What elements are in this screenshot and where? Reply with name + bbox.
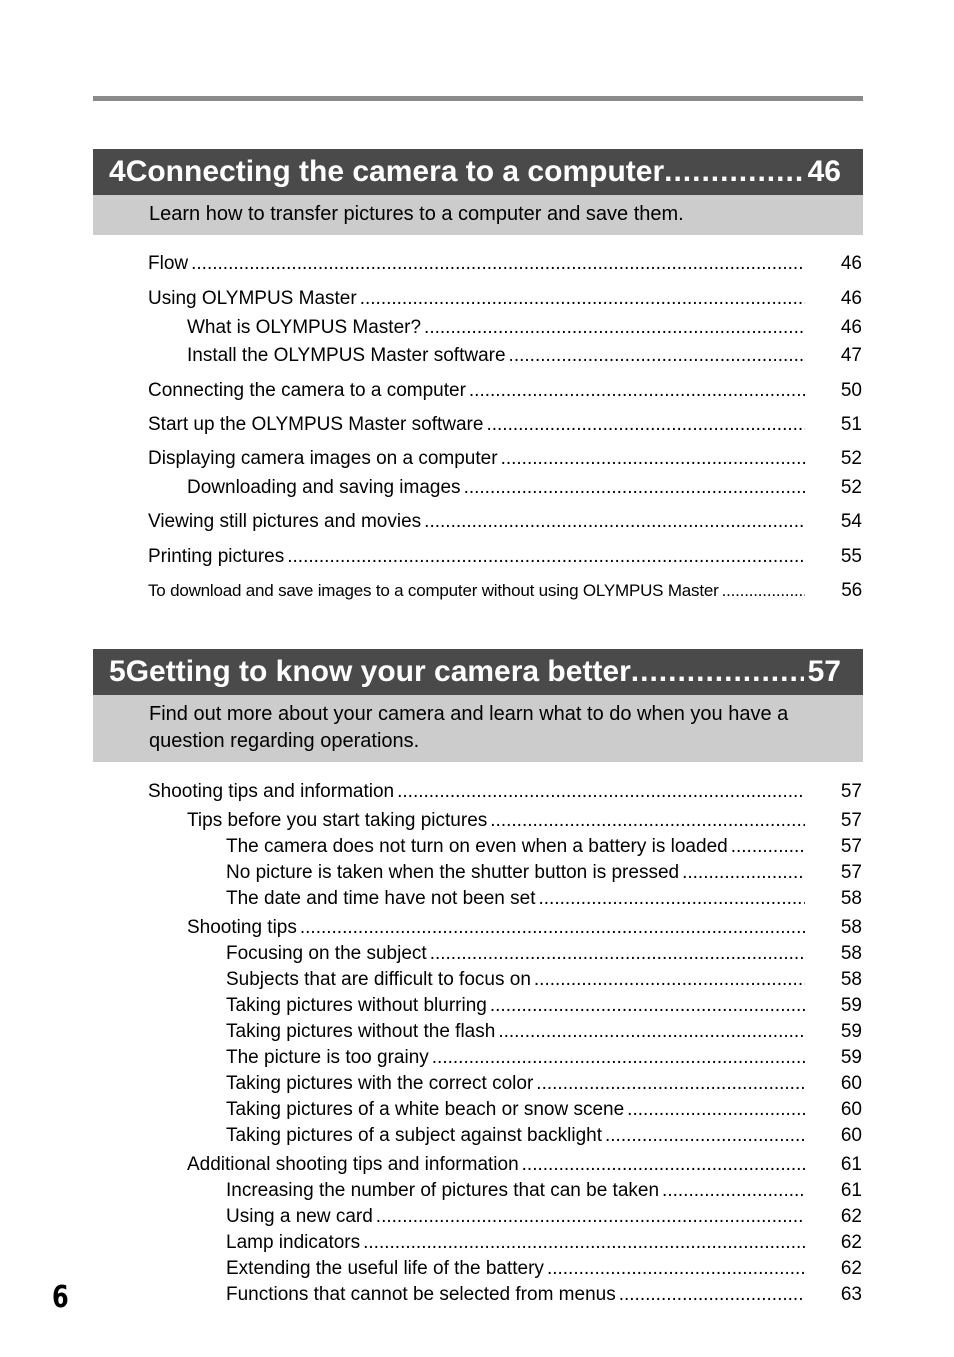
toc-entry-page: 57 bbox=[840, 836, 862, 857]
toc-entry[interactable] bbox=[0, 1178, 954, 1204]
toc-entry-title: Extending the useful life of the battery bbox=[226, 1258, 544, 1279]
leader-dots bbox=[287, 546, 805, 568]
leader-dots bbox=[522, 1154, 805, 1176]
section-page: 57 bbox=[807, 655, 841, 688]
toc-entry-page: 52 bbox=[840, 477, 862, 498]
top-rule bbox=[93, 96, 863, 101]
toc-entry[interactable] bbox=[0, 886, 954, 912]
leader-dots bbox=[536, 1073, 805, 1095]
toc-entry-page: 58 bbox=[840, 888, 862, 909]
toc-entry-title: Displaying camera images on a computer bbox=[148, 448, 498, 469]
section-title: Connecting the camera to a computer bbox=[125, 155, 665, 188]
leader-dots bbox=[662, 1180, 805, 1202]
leader-dots bbox=[424, 317, 805, 339]
leader-dots bbox=[509, 345, 805, 367]
leader-dots bbox=[432, 1047, 805, 1069]
leader-dots bbox=[547, 1258, 805, 1280]
toc-entry-title: Downloading and saving images bbox=[187, 477, 461, 498]
leader-dots bbox=[360, 288, 805, 310]
leader-dots bbox=[619, 1284, 805, 1306]
toc-entry-page: 57 bbox=[840, 862, 862, 883]
toc-entry-title: Start up the OLYMPUS Master software bbox=[148, 414, 484, 435]
toc-entry-title: Taking pictures with the correct color bbox=[226, 1073, 534, 1094]
toc-entry-title: Tips before you start taking pictures bbox=[187, 810, 488, 831]
toc-entry-title: Taking pictures without blurring bbox=[226, 995, 487, 1016]
toc-entry-title: Subjects that are difficult to focus on bbox=[226, 969, 531, 990]
leader-dots bbox=[469, 380, 805, 402]
toc-entry-title: Shooting tips and information bbox=[148, 781, 395, 802]
toc-entry-title: The date and time have not been set bbox=[226, 888, 536, 909]
leader-dots bbox=[191, 253, 805, 275]
leader-dots bbox=[397, 781, 805, 803]
toc-entry-page: 61 bbox=[840, 1180, 862, 1201]
leader-dots bbox=[664, 155, 804, 189]
toc-entry[interactable] bbox=[0, 1097, 954, 1123]
toc-entry[interactable] bbox=[0, 834, 954, 860]
toc-entry-page: 51 bbox=[840, 414, 862, 435]
toc-entry-title: Taking pictures without the flash bbox=[226, 1021, 496, 1042]
toc-entry[interactable] bbox=[0, 315, 954, 341]
toc-entry-page: 61 bbox=[840, 1154, 862, 1175]
leader-dots bbox=[501, 448, 805, 470]
toc-entry-title: Install the OLYMPUS Master software bbox=[187, 345, 506, 366]
toc-entry-page: 58 bbox=[840, 943, 862, 964]
toc-entry-title: The picture is too grainy bbox=[226, 1047, 429, 1068]
leader-dots bbox=[490, 810, 805, 832]
toc-entry-title: Functions that cannot be selected from menus bbox=[226, 1284, 616, 1305]
toc-entry[interactable] bbox=[0, 1071, 954, 1097]
section-title: Getting to know your camera better bbox=[125, 655, 631, 688]
section-number: 5 bbox=[109, 655, 126, 688]
toc-entry[interactable] bbox=[0, 993, 954, 1019]
toc-entry-title: Taking pictures of a subject against backlight bbox=[226, 1125, 602, 1146]
section-title-bar bbox=[93, 649, 863, 695]
leader-dots bbox=[731, 836, 805, 858]
toc-entry[interactable] bbox=[0, 1152, 954, 1178]
toc-entry-title: Taking pictures of a white beach or snow scene bbox=[226, 1099, 625, 1120]
toc-entry[interactable] bbox=[0, 475, 954, 501]
toc-entry[interactable] bbox=[0, 286, 954, 312]
toc-entry-page: 50 bbox=[840, 380, 862, 401]
toc-entry-title: What is OLYMPUS Master? bbox=[187, 317, 422, 338]
toc-entry-page: 52 bbox=[840, 448, 862, 469]
toc-entry[interactable] bbox=[0, 1019, 954, 1045]
toc-entry-page: 60 bbox=[840, 1099, 862, 1120]
toc-entry-title: Using OLYMPUS Master bbox=[148, 288, 357, 309]
leader-dots bbox=[534, 969, 805, 991]
toc-entry-page: 47 bbox=[840, 345, 862, 366]
toc-entry-page: 58 bbox=[840, 917, 862, 938]
leader-dots bbox=[498, 1021, 805, 1043]
toc-entry-page: 60 bbox=[840, 1073, 862, 1094]
toc-entry[interactable] bbox=[0, 1045, 954, 1071]
toc-entry[interactable] bbox=[0, 544, 954, 570]
toc-entry-page: 46 bbox=[840, 288, 862, 309]
toc-entry[interactable] bbox=[0, 446, 954, 472]
toc-entry-page: 62 bbox=[840, 1232, 862, 1253]
toc-entry[interactable] bbox=[0, 412, 954, 438]
leader-dots bbox=[539, 888, 806, 910]
toc-entry-page: 58 bbox=[840, 969, 862, 990]
toc-entry-page: 56 bbox=[841, 580, 862, 601]
toc-entry-page: 59 bbox=[840, 1021, 862, 1042]
toc-entry[interactable] bbox=[0, 378, 954, 404]
toc-entry[interactable] bbox=[0, 808, 954, 834]
toc-entry-page: 54 bbox=[840, 511, 862, 532]
toc-entry-page: 63 bbox=[840, 1284, 862, 1305]
toc-entry-title: The camera does not turn on even when a battery is loaded bbox=[226, 836, 728, 857]
toc-entry[interactable] bbox=[0, 1123, 954, 1149]
toc-entry-title: No picture is taken when the shutter button is pressed bbox=[226, 862, 680, 883]
toc-entry[interactable] bbox=[0, 860, 954, 886]
section-page: 46 bbox=[807, 155, 841, 188]
section-description: Find out more about your camera and learn what to do when you have a question regarding operations. bbox=[93, 695, 863, 762]
leader-dots bbox=[424, 511, 805, 533]
leader-dots bbox=[682, 862, 805, 884]
leader-dots bbox=[363, 1232, 805, 1254]
leader-dots bbox=[631, 655, 804, 689]
toc-entry[interactable] bbox=[0, 941, 954, 967]
leader-dots bbox=[627, 1099, 805, 1121]
leader-dots bbox=[376, 1206, 805, 1228]
toc-entry[interactable] bbox=[0, 915, 954, 941]
leader-dots bbox=[490, 995, 805, 1017]
toc-entry[interactable] bbox=[0, 967, 954, 993]
toc-entry-page: 62 bbox=[840, 1258, 862, 1279]
toc-entry-title: Viewing still pictures and movies bbox=[148, 511, 422, 532]
leader-dots bbox=[430, 943, 805, 965]
toc-entry-title: Focusing on the subject bbox=[226, 943, 427, 964]
toc-entry[interactable] bbox=[0, 1282, 954, 1308]
toc-entry-title: Connecting the camera to a computer bbox=[148, 380, 466, 401]
toc-entry-page: 59 bbox=[840, 995, 862, 1016]
toc-entry[interactable] bbox=[0, 1256, 954, 1282]
toc-entry-title: Flow bbox=[148, 253, 189, 274]
toc-entry-page: 57 bbox=[840, 781, 862, 802]
toc-entry[interactable] bbox=[0, 1230, 954, 1256]
section-5-header bbox=[93, 649, 863, 762]
toc-entry-page: 46 bbox=[840, 253, 862, 274]
toc-entry[interactable] bbox=[0, 509, 954, 535]
toc-entry-title: Additional shooting tips and information bbox=[187, 1154, 519, 1175]
page-number: 6 bbox=[52, 1280, 69, 1315]
leader-dots bbox=[605, 1125, 805, 1147]
toc-entry-title: To download and save images to a computer without using OLYMPUS Master bbox=[148, 581, 719, 600]
toc-entry[interactable] bbox=[0, 779, 954, 805]
leader-dots bbox=[722, 581, 805, 601]
leader-dots bbox=[486, 414, 805, 436]
toc-entry[interactable] bbox=[0, 343, 954, 369]
toc-entry-page: 46 bbox=[840, 317, 862, 338]
toc-entry[interactable] bbox=[0, 1204, 954, 1230]
leader-dots bbox=[464, 477, 805, 499]
toc-entry-title: Increasing the number of pictures that can be taken bbox=[226, 1180, 660, 1201]
toc-entry-page: 57 bbox=[840, 810, 862, 831]
toc-entry[interactable] bbox=[0, 251, 954, 277]
toc-entry-page: 59 bbox=[840, 1047, 862, 1068]
toc-entry-title: Using a new card bbox=[226, 1206, 373, 1227]
toc-entry-title: Shooting tips bbox=[187, 917, 297, 938]
toc-entry-title: Printing pictures bbox=[148, 546, 285, 567]
leader-dots bbox=[300, 917, 805, 939]
section-4-header bbox=[93, 149, 863, 235]
toc-entry[interactable] bbox=[0, 578, 954, 604]
toc-entry-page: 55 bbox=[840, 546, 862, 567]
section-number: 4 bbox=[109, 155, 126, 188]
section-title-bar bbox=[93, 149, 863, 195]
toc-entry-page: 62 bbox=[840, 1206, 862, 1227]
toc-entry-title: Lamp indicators bbox=[226, 1232, 361, 1253]
section-description: Learn how to transfer pictures to a computer and save them. bbox=[93, 195, 863, 235]
toc-entry-page: 60 bbox=[840, 1125, 862, 1146]
